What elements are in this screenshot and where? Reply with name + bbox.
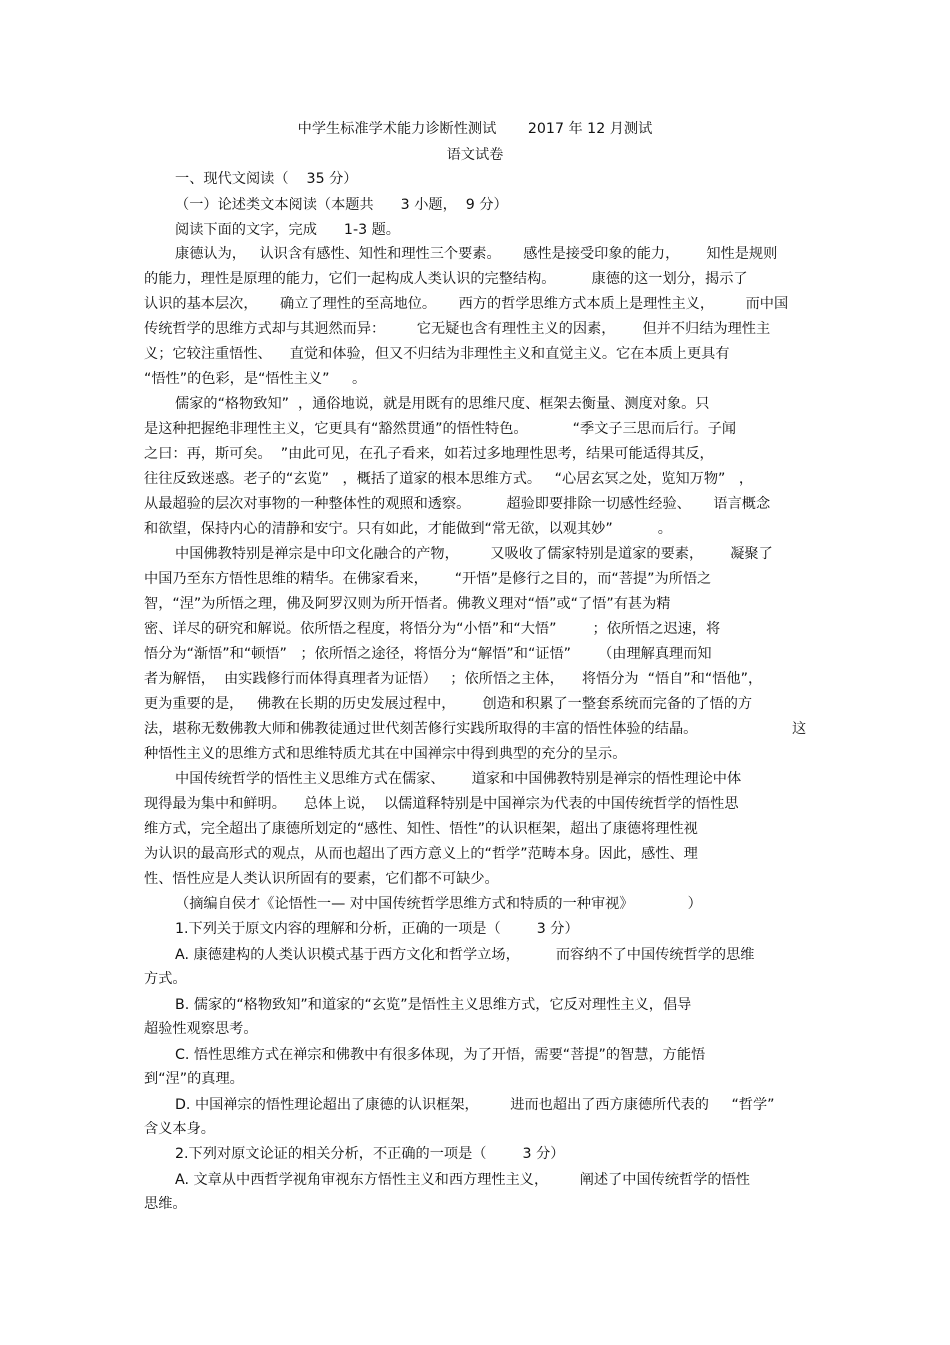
text-line: 法，堪称无数佛教大师和佛教徒通过世代刻苦修行实践所取得的丰富的悟性体验的结晶。 [144, 721, 698, 737]
text-line: 中国乃至东方悟性思维的精华。在佛家看来， “开悟”是修行之目的，而“菩提”为所悟之 [144, 571, 712, 587]
text-line: 之曰：再，斯可矣。 ”由此可见，在孔子看来，如若过多地理性思考，结果可能适得其反， [144, 446, 714, 462]
subsection-heading: （一）论述类文本阅读（本题共 3 小题， 9 分） [175, 197, 508, 213]
reading-instruction: 阅读下面的文字，完成 1-3 题。 [175, 222, 400, 238]
text-line: 是这种把握绝非理性主义，它更具有“豁然贯通”的悟性特色。 “季文子三思而后行。子闻 [144, 421, 737, 437]
text-line: 密、详尽的研究和解说。依所悟之程度，将悟分为“小悟”和“大悟” ；依所悟之迟速，将 [144, 621, 721, 637]
text-line: 义；它较注重悟性、 直觉和体验，但又不归结为非理性主义和直觉主义。它在本质上更具有 [144, 346, 730, 362]
option-1c: C. 悟性思维方式在禅宗和佛教中有很多体现，为了开悟，需要“菩提”的智慧，方能悟 [175, 1047, 706, 1063]
option-1a: A. 康德建构的人类认识模式基于西方文化和哲学立场， 而容纳不了中国传统哲学的思维 [175, 947, 755, 963]
text-line: 中国传统哲学的悟性主义思维方式在儒家、 道家和中国佛教特别是禅宗的悟性理论中体 [175, 771, 742, 787]
text-line: 这 [792, 721, 807, 737]
section-heading: 一、现代文阅读（ 35 分） [175, 171, 358, 187]
question-1: 1.下列关于原文内容的理解和分析，正确的一项是（ 3 分） [175, 921, 579, 937]
text-line: 性、悟性应是人类认识所固有的要素，它们都不可缺少。 [144, 871, 499, 887]
text-line: 往往反致迷惑。老子的“玄览” ，概括了道家的根本思维方式。 “心居玄冥之处，览知万物” ， [144, 471, 754, 487]
text-line: 康德认为， 认识含有感性、知性和理性三个要素。 感性是接受印象的能力， 知性是规则 [175, 246, 778, 262]
option-2a-cont: 思维。 [144, 1196, 187, 1212]
exam-title: 中学生标准学术能力诊断性测试 2017 年 12 月测试 [297, 121, 653, 137]
option-1a-cont: 方式。 [144, 971, 187, 987]
option-1d: D. 中国禅宗的悟性理论超出了康德的认识框架， 进而也超出了西方康德所代表的 “哲学” [175, 1097, 775, 1113]
text-line: 的能力，理性是原理的能力，它们一起构成人类认识的完整结构。 康德的这一划分，揭示了 [144, 271, 748, 287]
text-line: 智，“涅”为所悟之理，佛及阿罗汉则为所开悟者。佛教义理对“悟”或“了悟”有甚为精 [144, 596, 671, 612]
option-1d-cont: 含义本身。 [144, 1121, 215, 1137]
text-line: 维方式，完全超出了康德所划定的“感性、知性、悟性”的认识框架，超出了康德将理性视 [144, 821, 698, 837]
text-line: 种悟性主义的思维方式和思维特质尤其在中国禅宗中得到典型的充分的呈示。 [144, 746, 627, 762]
text-line: 传统哲学的思维方式却与其迥然而异： 它无疑也含有理性主义的因素， 但并不归结为理性主 [144, 321, 771, 337]
option-2a: A. 文章从中西哲学视角审视东方悟性主义和西方理性主义， 阐述了中国传统哲学的悟性 [175, 1172, 750, 1188]
option-1c-cont: 到“涅”的真理。 [144, 1071, 244, 1087]
text-line: 为认识的最高形式的观点，从而也超出了西方意义上的“哲学”范畴本身。因此，感性、理 [144, 846, 698, 862]
option-1b-cont: 超验性观察思考。 [144, 1021, 258, 1037]
exam-subtitle: 语文试卷 [446, 147, 504, 163]
text-line: 认识的基本层次， 确立了理性的至高地位。 西方的哲学思维方式本质上是理性主义， 而中国 [144, 296, 789, 312]
text-line: 者为解悟， 由实践修行而体得真理者为证悟） ；依所悟之主体， 将悟分为 “悟自”和“悟他”， [144, 671, 763, 687]
text-line: “悟性”的色彩，是“悟性主义” 。 [144, 371, 367, 387]
text-line: 中国佛教特别是禅宗是中印文化融合的产物， 又吸收了儒家特别是道家的要素， 凝聚了 [175, 546, 773, 562]
option-1b: B. 儒家的“格物致知”和道家的“玄览”是悟性主义思维方式，它反对理性主义，倡导 [175, 997, 692, 1013]
question-2: 2.下列对原文论证的相关分析，不正确的一项是（ 3 分） [175, 1146, 565, 1162]
source-citation: （摘编自侯才《论悟性一— 对中国传统哲学思维方式和特质的一种审视》 ） [175, 896, 702, 912]
text-line: 从最超验的层次对事物的一种整体性的观照和透察。 超验即要排除一切感性经验、 语言概念 [144, 496, 771, 512]
text-line: 悟分为“渐悟”和“顿悟” ；依所悟之途径，将悟分为“解悟”和“证悟” （由理解真理而知 [144, 646, 712, 662]
text-line: 现得最为集中和鲜明。 总体上说， 以儒道释特别是中国禅宗为代表的中国传统哲学的悟性思 [144, 796, 739, 812]
text-line: 更为重要的是， 佛教在长期的历史发展过程中， 创造和积累了一整套系统而完备的了悟的方 [144, 696, 753, 712]
text-line: 儒家的“格物致知” ，通俗地说，就是用既有的思维尺度、框架去衡量、测度对象。只 [175, 396, 710, 412]
text-line: 和欲望，保持内心的清静和安宁。只有如此，才能做到“常无欲，以观其妙” 。 [144, 521, 672, 537]
